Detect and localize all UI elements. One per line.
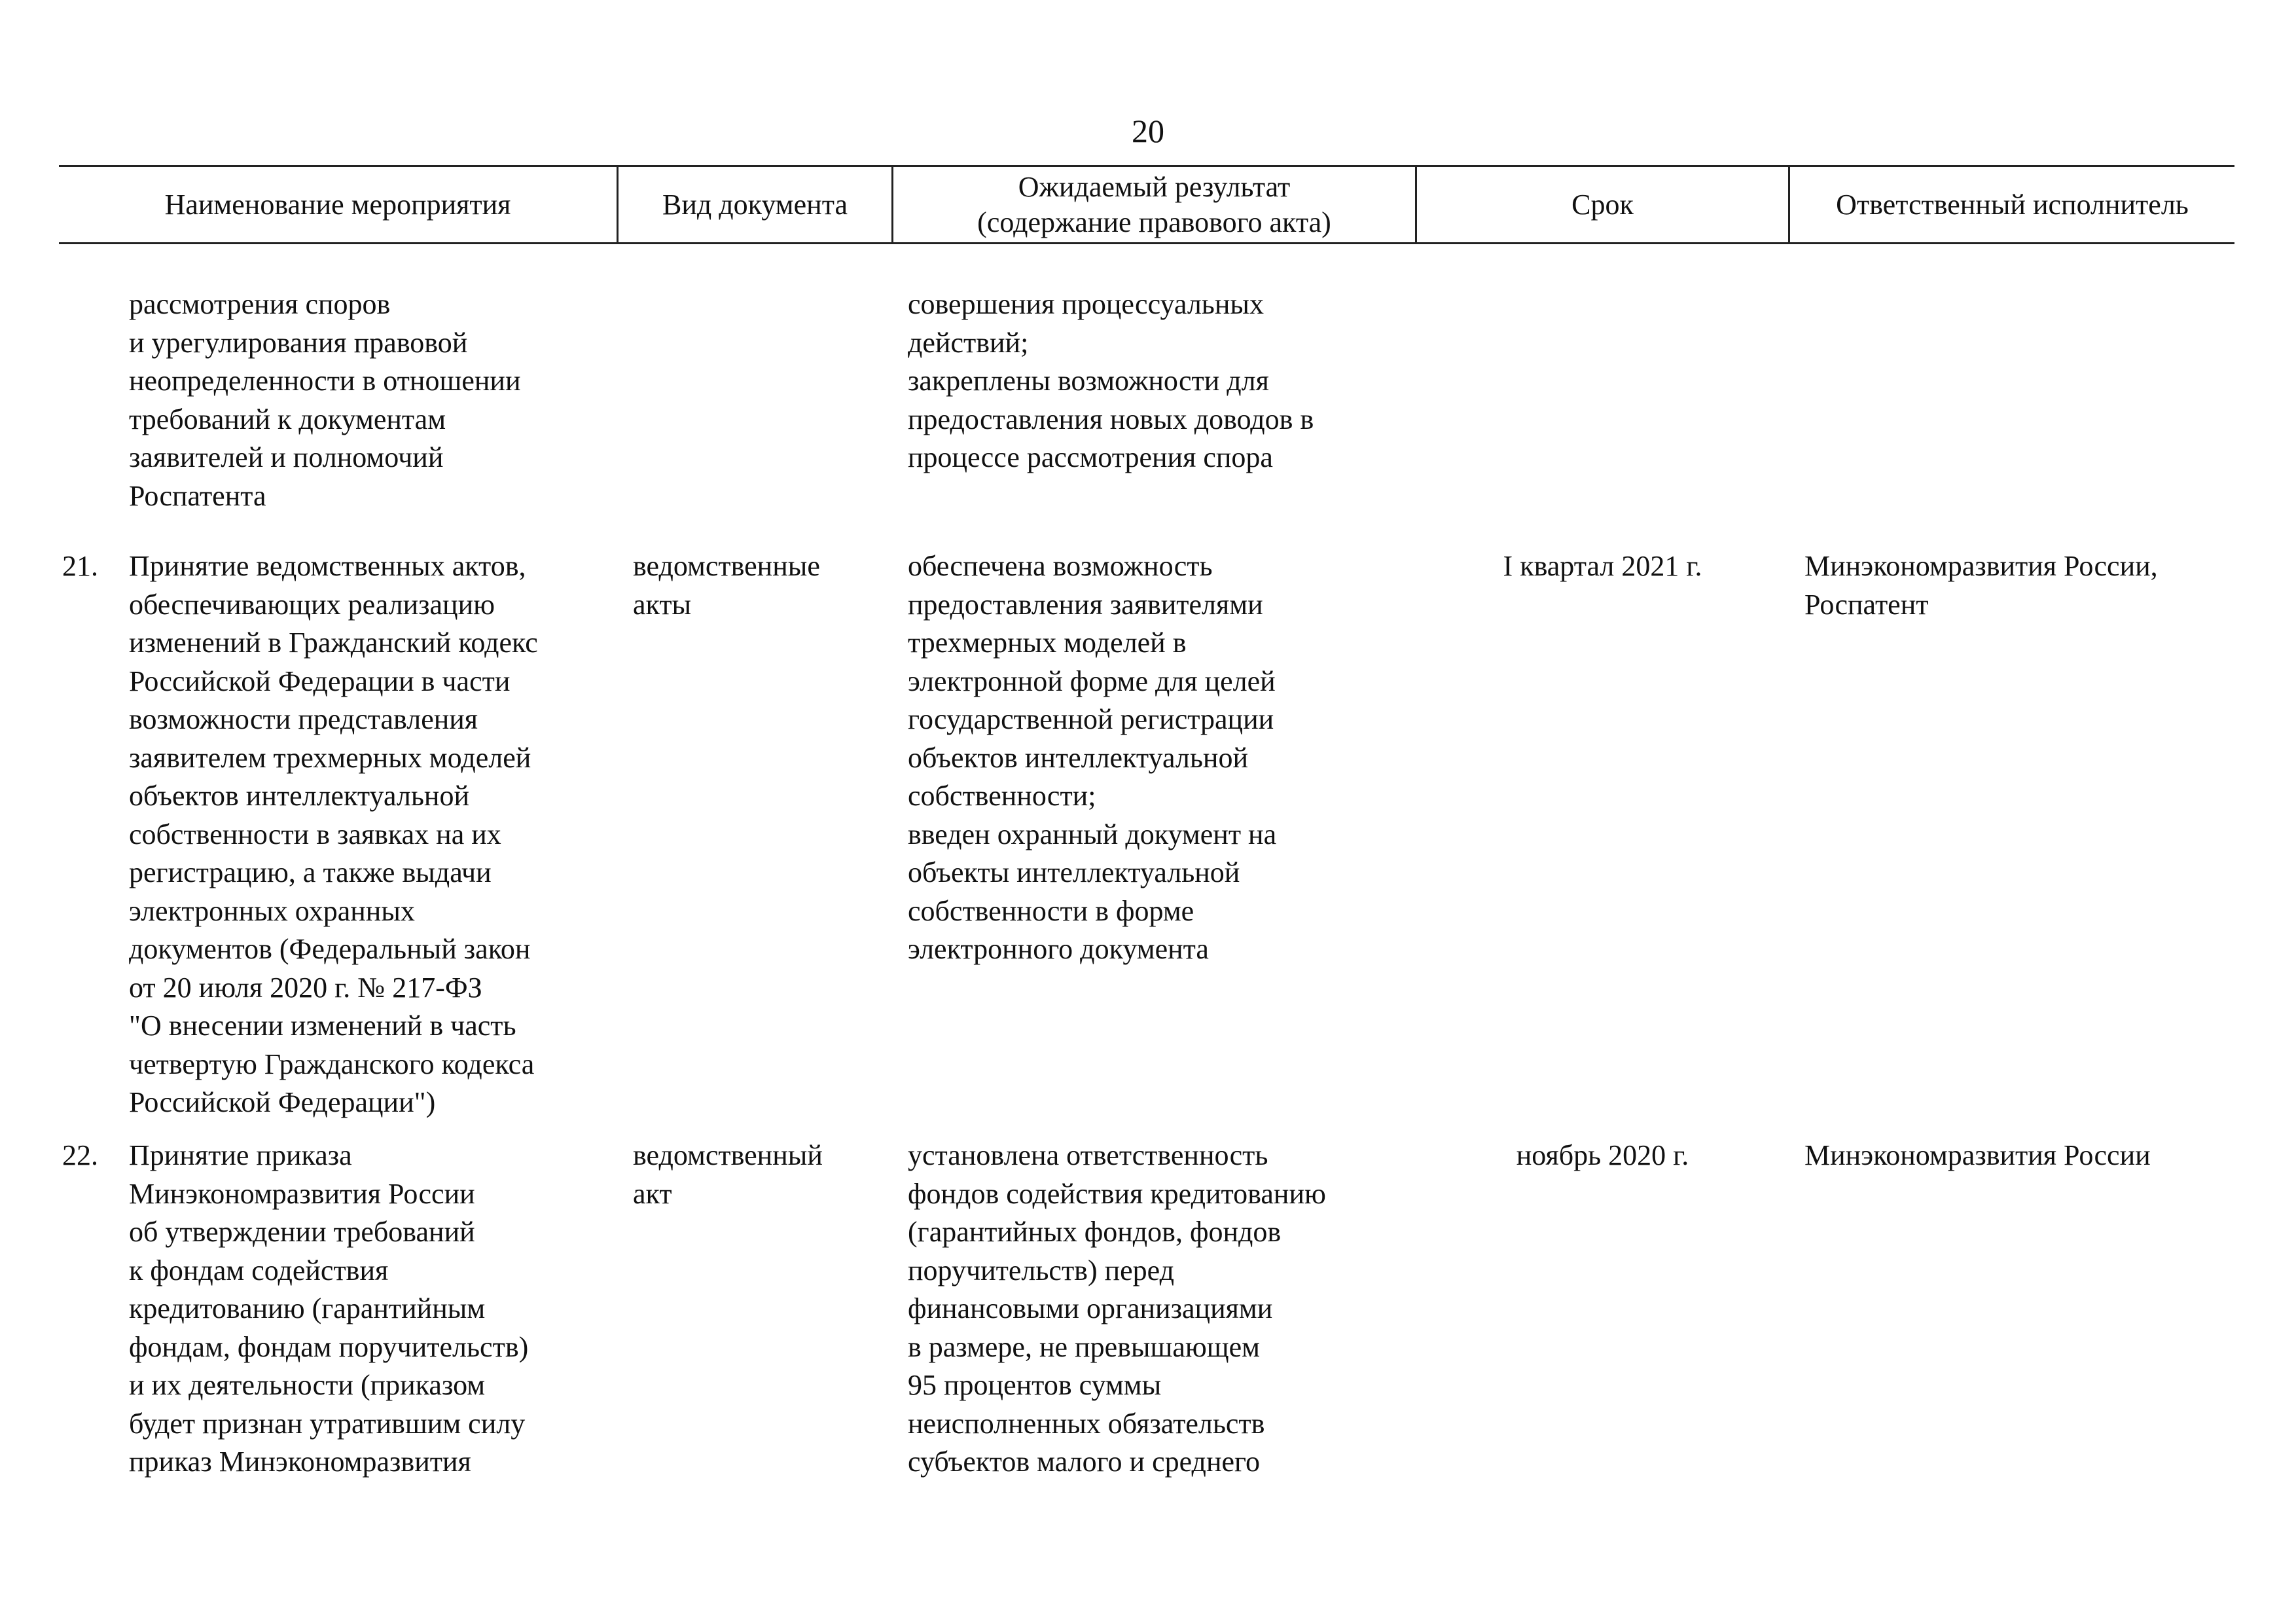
- row-number: 22.: [62, 1139, 98, 1171]
- row-number: 21.: [62, 550, 98, 582]
- row-deadline-cell: ноябрь 2020 г.: [1516, 1139, 1689, 1171]
- row-deadline-cell: I квартал 2021 г.: [1503, 550, 1702, 582]
- row-result-cell: установлена ответственность фондов содействия кредитованию (гарантийных фондов, фондов поручительств) перед финансовыми организациями в размере, не превышающем 95 процентов суммы неисполненных обязательств субъектов малого и среднего: [908, 1139, 1326, 1478]
- row-name-cell: Принятие ведомственных актов, обеспечивающих реализацию изменений в Гражданский кодекс Российской Федерации в части возможности представления заявителем трехмерных моделей объектов интеллектуальной собственности в заявках на их регистрацию, а также выдачи электронных охранных документов (Федеральный закон от 20 июля 2020 г. № 217-ФЗ "О внесении изменений в часть четвертую Гражданского кодекса Российской Федерации"): [129, 550, 538, 1118]
- row-doc-type-cell: ведомственный акт: [633, 1139, 823, 1210]
- header-result: Ожидаемый результат (содержание правового акта): [977, 170, 1331, 238]
- header-executor: Ответственный исполнитель: [1836, 188, 2189, 221]
- header-name: Наименование мероприятия: [164, 188, 511, 221]
- page-number: 20: [1132, 113, 1164, 149]
- header-deadline: Срок: [1571, 188, 1634, 221]
- header-doc-type: Вид документа: [662, 188, 848, 221]
- row-name-cell: Принятие приказа Минэкономразвития России об утверждении требований к фондам содействия кредитованию (гарантийным фондам, фондам поручительств) и их деятельности (приказом будет признан утратившим силу приказ Минэкономразвития: [129, 1139, 529, 1478]
- row-executor-cell: Минэкономразвития России, Роспатент: [1804, 550, 2158, 621]
- row-result-cell: обеспечена возможность предоставления заявителями трехмерных моделей в электронной форме для целей государственной регистрации объектов интеллектуальной собственности; введен охранный документ на объекты интеллектуальной собственности в форме электронного документа: [908, 550, 1277, 965]
- row-doc-type-cell: ведомственные акты: [633, 550, 820, 621]
- row-executor-cell: Минэкономразвития России: [1804, 1139, 2151, 1171]
- row-name-cell: рассмотрения споров и урегулирования правовой неопределенности в отношении требований к документам заявителей и полномочий Роспатента: [129, 288, 521, 512]
- row-result-cell: совершения процессуальных действий; закреплены возможности для предоставления новых доводов в процессе рассмотрения спора: [908, 288, 1314, 473]
